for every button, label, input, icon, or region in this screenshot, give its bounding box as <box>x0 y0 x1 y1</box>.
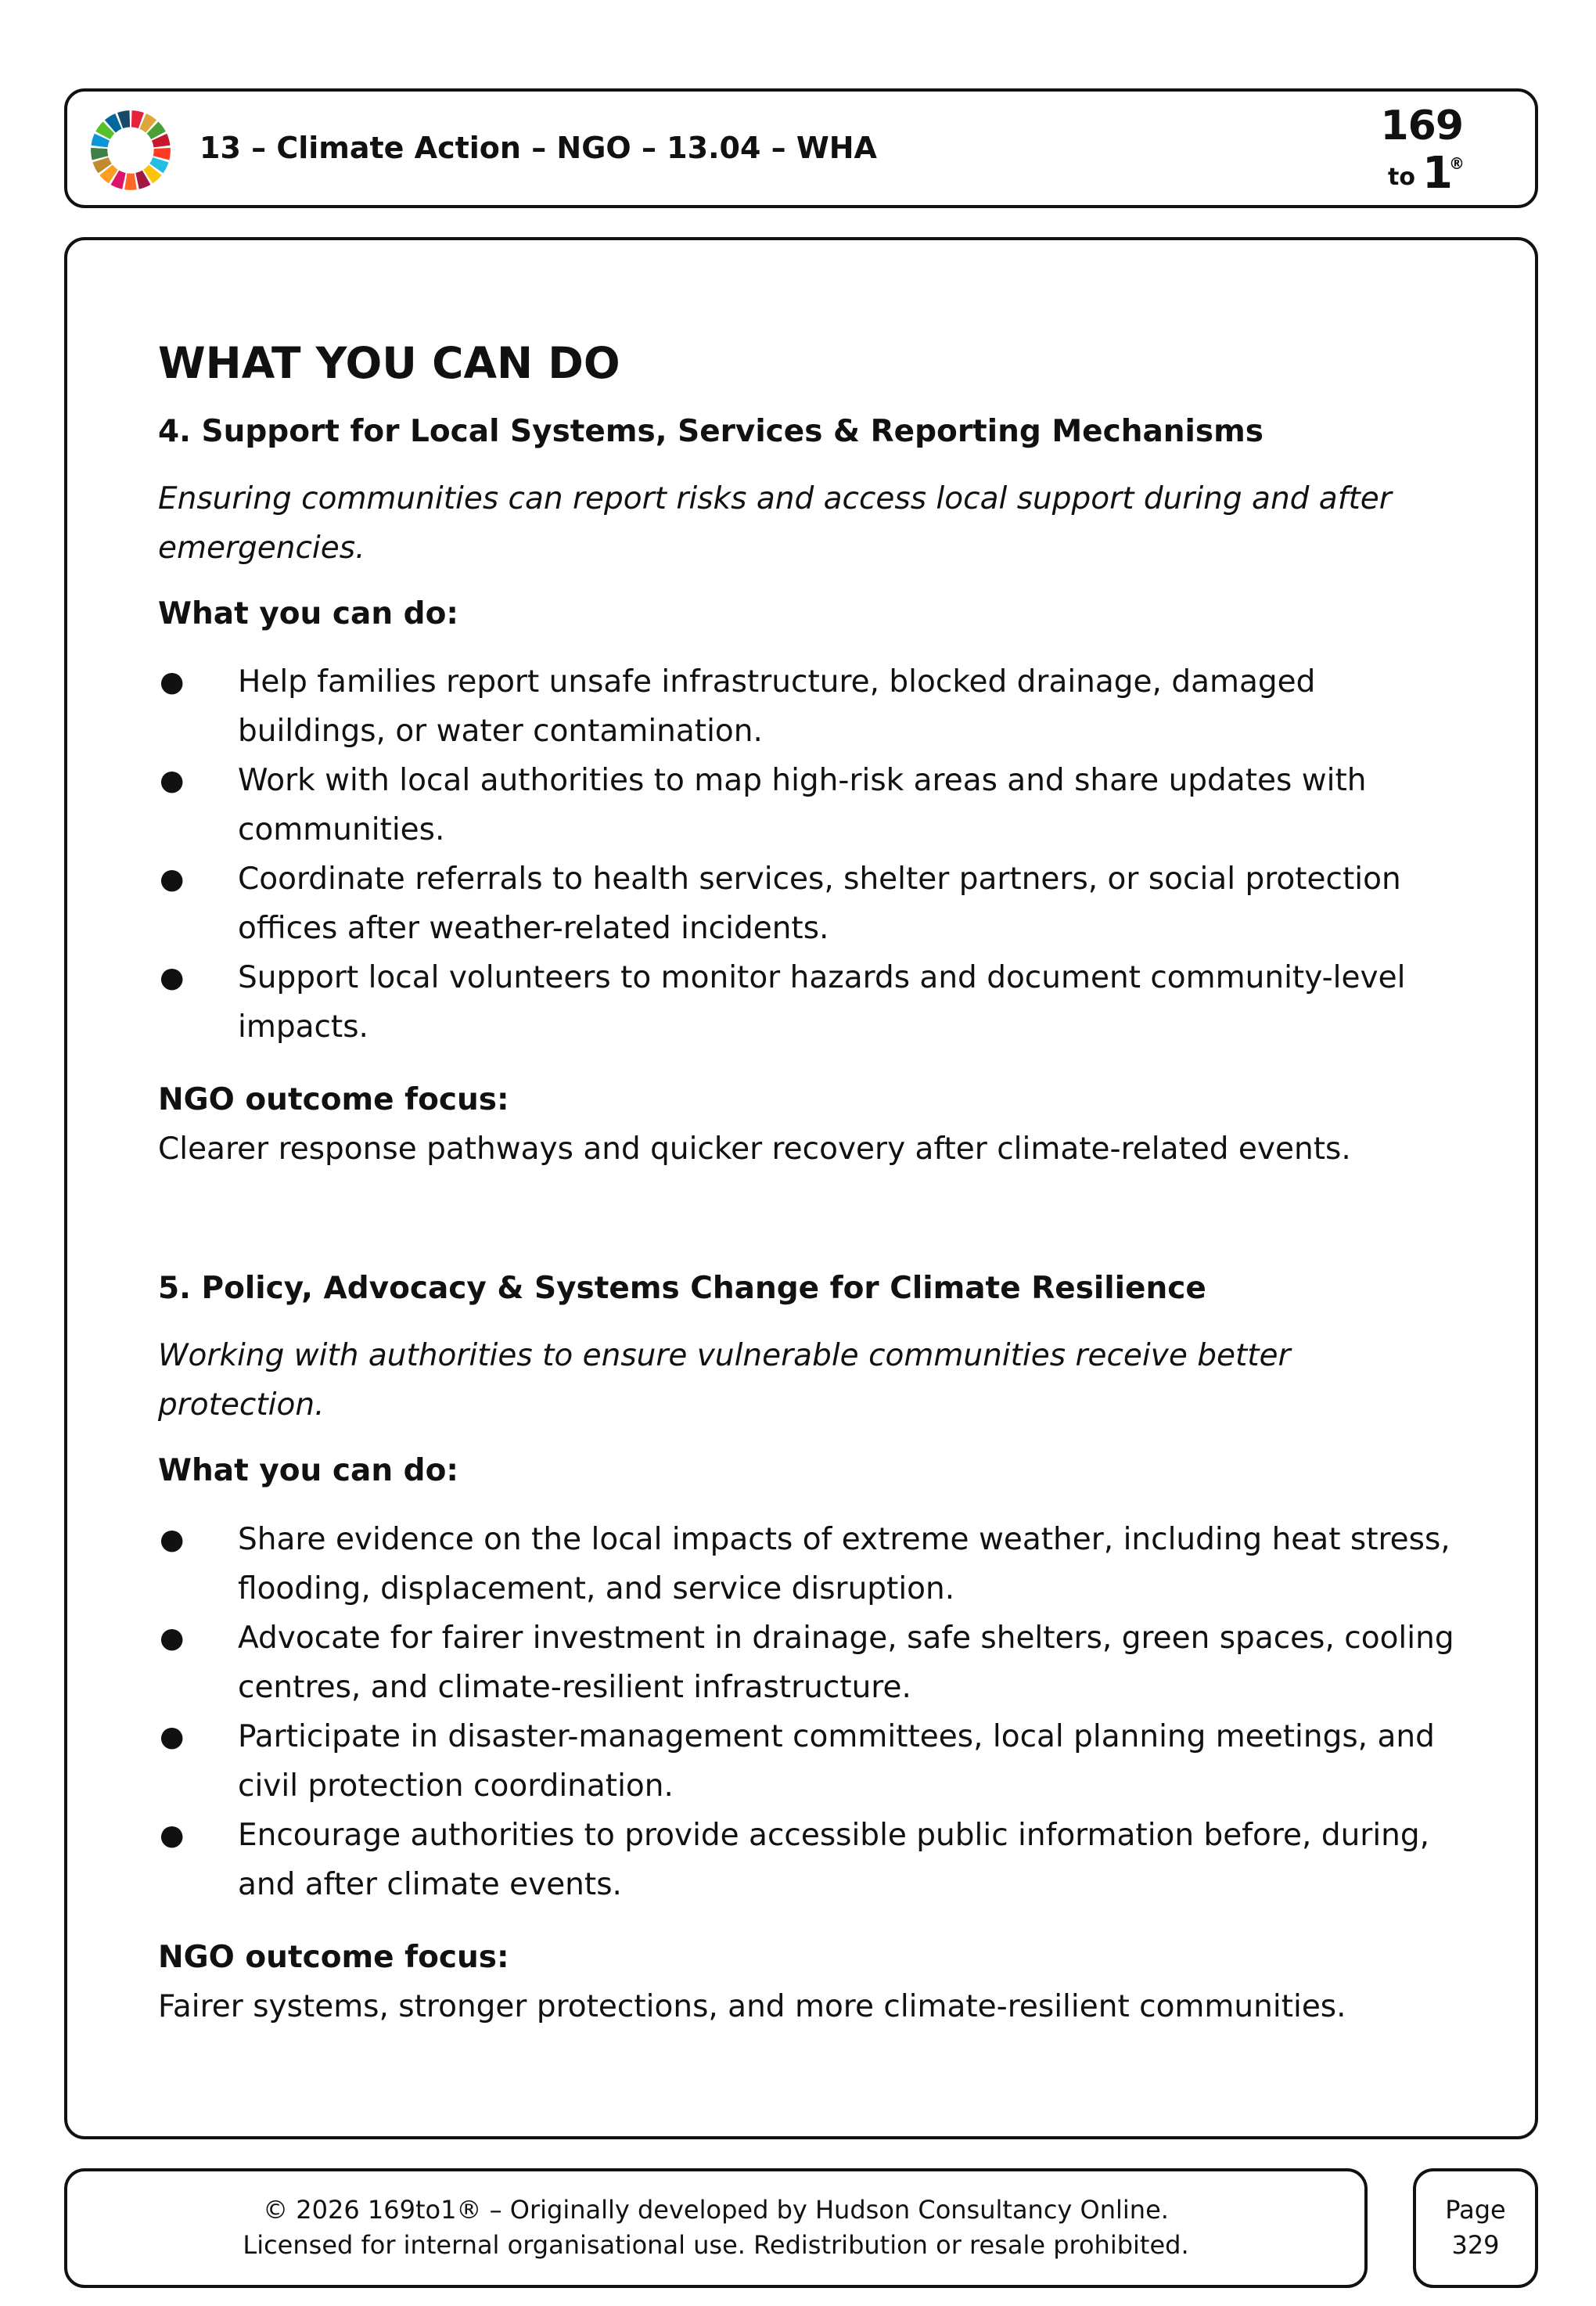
list-item-text: Share evidence on the local impacts of extreme weather, including heat stress, <box>238 1521 1450 1557</box>
page-number: 329 <box>1451 2230 1500 2260</box>
intro-line: protection. <box>158 1387 325 1423</box>
bullet-icon: ● <box>160 666 185 699</box>
intro-line: Ensuring communities can report risks and access local support during and after <box>158 480 1392 516</box>
list-item <box>158 1811 1512 1909</box>
list-item <box>158 756 1512 854</box>
brand-one: 1 <box>1422 148 1453 199</box>
bullet-icon: ● <box>160 863 185 896</box>
sdg-wheel-segment <box>124 173 137 190</box>
brand-number: 169 <box>1380 103 1463 149</box>
section-spacer <box>158 1174 1512 1269</box>
document-title: 13 – Climate Action – NGO – 13.04 – WHA <box>200 131 877 165</box>
bullet-icon: ● <box>160 962 185 995</box>
bullet-icon: ● <box>160 1621 185 1654</box>
list-item-text: offices after weather-related incidents. <box>238 911 829 947</box>
list-item-text: Support local volunteers to monitor hazards and document community-level <box>238 960 1406 996</box>
list-item-text: Work with local authorities to map high-risk areas and share updates with <box>238 763 1367 799</box>
page-heading: WHAT YOU CAN DO <box>158 338 620 388</box>
section-title: 4. Support for Local Systems, Services & Reporting Mechanisms <box>158 414 1264 449</box>
list-item <box>158 953 1512 1052</box>
page-label: Page <box>1445 2195 1506 2225</box>
intro-line: Working with authorities to ensure vulnerable communities receive better <box>158 1338 1291 1374</box>
sdg-wheel-segment <box>153 148 171 160</box>
footer-copyright <box>64 2168 1368 2288</box>
list-item-text: flooding, displacement, and service disruption. <box>238 1570 955 1606</box>
content-body <box>158 337 1512 2031</box>
section-4 <box>158 412 1512 1174</box>
license-line: Licensed for internal organisational use. Redistribution or resale prohibited. <box>243 2230 1189 2260</box>
list-item <box>158 1712 1512 1811</box>
list-item-text: and after climate events. <box>238 1866 622 1902</box>
header-bar <box>64 88 1538 208</box>
brand-to: to <box>1388 164 1415 191</box>
outcome-focus-label: NGO outcome focus: <box>158 1082 509 1118</box>
list-item-text: civil protection coordination. <box>238 1768 674 1804</box>
page-number-box <box>1413 2168 1538 2288</box>
list-item-text: Help families report unsafe infrastructure, blocked drainage, damaged <box>238 664 1316 700</box>
bullet-icon: ● <box>160 1819 185 1851</box>
outcome-focus-text: Clearer response pathways and quicker recovery after climate-related events. <box>158 1131 1351 1167</box>
bullet-icon: ● <box>160 764 185 797</box>
bullet-list <box>158 657 1512 1052</box>
list-item <box>158 854 1512 953</box>
outcome-focus-text: Fairer systems, stronger protections, and more climate-resilient communities. <box>158 1988 1346 2024</box>
sdg-wheel-icon <box>89 109 172 192</box>
subheading: What you can do: <box>158 595 458 631</box>
list-item-text: buildings, or water contamination. <box>238 714 763 750</box>
list-item-text: Participate in disaster-management committees, local planning meetings, and <box>238 1718 1435 1754</box>
outcome-focus-label: NGO outcome focus: <box>158 1939 509 1975</box>
bullet-icon: ● <box>160 1720 185 1753</box>
bullet-icon: ● <box>160 1523 185 1556</box>
subheading: What you can do: <box>158 1453 458 1489</box>
section-5 <box>158 1269 1512 2031</box>
list-item-text: Advocate for fairer investment in drainage, safe shelters, green spaces, cooling <box>238 1620 1454 1656</box>
section-intro <box>158 1331 1512 1430</box>
sdg-wheel-segment <box>91 148 108 160</box>
list-item-text: impacts. <box>238 1009 368 1045</box>
list-item <box>158 1613 1512 1712</box>
list-item <box>158 657 1512 756</box>
list-item-text: centres, and climate-resilient infrastructure. <box>238 1669 911 1705</box>
intro-line: emergencies. <box>158 530 365 566</box>
list-item-text: Encourage authorities to provide accessible public information before, during, <box>238 1817 1430 1853</box>
list-item-text: communities. <box>238 812 445 848</box>
brand-logo <box>1357 96 1482 204</box>
copyright-line: © 2026 169to1® – Originally developed by Hudson Consultancy Online. <box>263 2195 1169 2225</box>
list-item-text: Coordinate referrals to health services, shelter partners, or social protection <box>238 862 1401 898</box>
list-item <box>158 1515 1512 1613</box>
section-title: 5. Policy, Advocacy & Systems Change for Climate Resilience <box>158 1271 1206 1307</box>
section-intro <box>158 474 1512 573</box>
brand-registered-mark: ® <box>1449 154 1465 173</box>
bullet-list <box>158 1515 1512 1909</box>
content-panel <box>64 237 1538 2139</box>
